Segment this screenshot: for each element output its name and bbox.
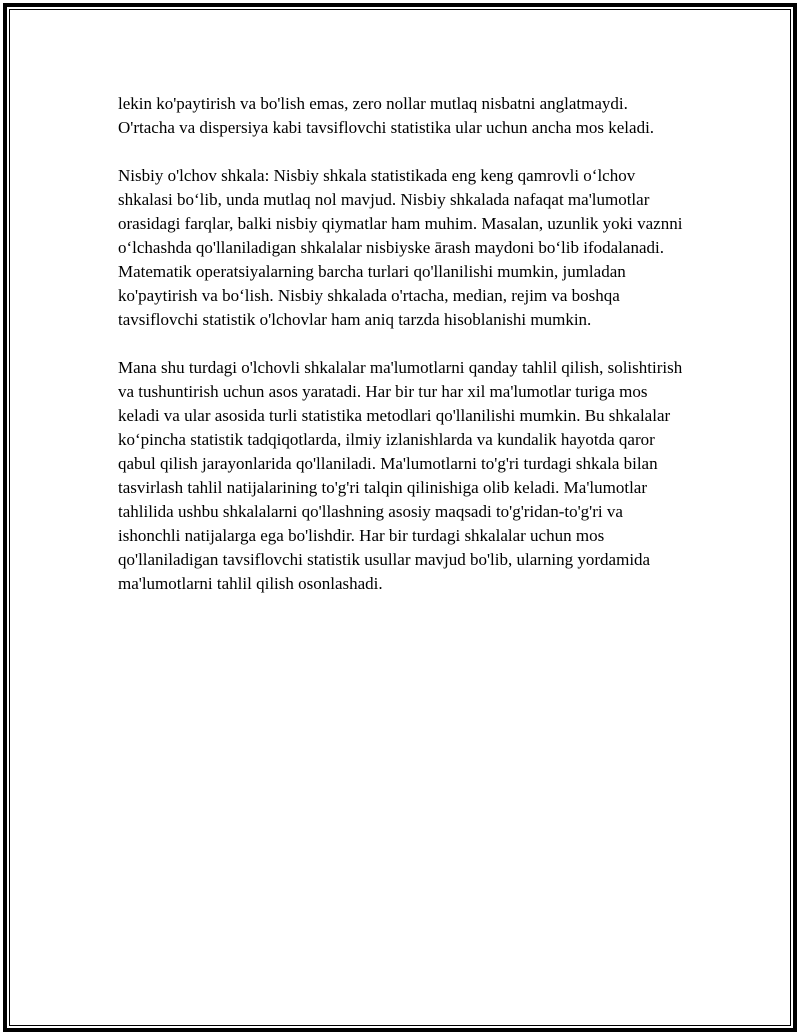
- document-body: [118, 92, 688, 596]
- paragraph-ratio-scale: Nisbiy o'lchov shkala: Nisbiy shkala statistikada eng keng qamrovli o‘lchov shkalasi bo‘lib, unda mutlaq nol mavjud. Nisbiy shkalada nafaqat ma'lumotlar orasidagi farqlar, balki nisbiy qiymatlar ham muhim. Masalan, uzunlik yoki vaznni o‘lchashda qo'llaniladigan shkalalar nisbiyske ārash maydoni bo‘lib ifodalanadi. Matematik operatsiyalarning barcha turlari qo'llanilishi mumkin, jumladan ko'paytirish va bo‘lish. Nisbiy shkalada o'rtacha, median, rejim va boshqa tavsiflovchi statistik o'lchovlar ham aniq tarzda hisoblanishi mumkin.: [118, 166, 683, 329]
- paragraph-continuation: lekin ko'paytirish va bo'lish emas, zero nollar mutlaq nisbatni anglatmaydi. O'rtacha va dispersiya kabi tavsiflovchi statistika ular uchun ancha mos keladi.: [118, 94, 655, 137]
- paragraph-summary: Mana shu turdagi o'lchovli shkalalar ma'lumotlarni qanday tahlil qilish, solishtirish va tushuntirish uchun asos yaratadi. Har bir tur har xil ma'lumotlar turiga mos keladi va ular asosida turli statistika metodlari qo'llanilishi mumkin. Bu shkalalar ko‘pincha statistik tadqiqotlarda, ilmiy izlanishlarda va kundalik hayotda qaror qabul qilish jarayonlarida qo'llaniladi. Ma'lumotlarni to'g'ri turdagi shkala bilan tasvirlash tahlil natijalarining to'g'ri talqin qilinishiga olib keladi. Ma'lumotlar tahlilida ushbu shkalalarni qo'llashning asosiy maqsadi to'g'ridan-to'g'ri va ishonchli natijalarga ega bo'lishdir. Har bir turdagi shkalalar uchun mos qo'llaniladigan tavsiflovchi statistik usullar mavjud bo'lib, ularning yordamida ma'lumotlarni tahlil qilish osonlashadi.: [118, 358, 683, 593]
